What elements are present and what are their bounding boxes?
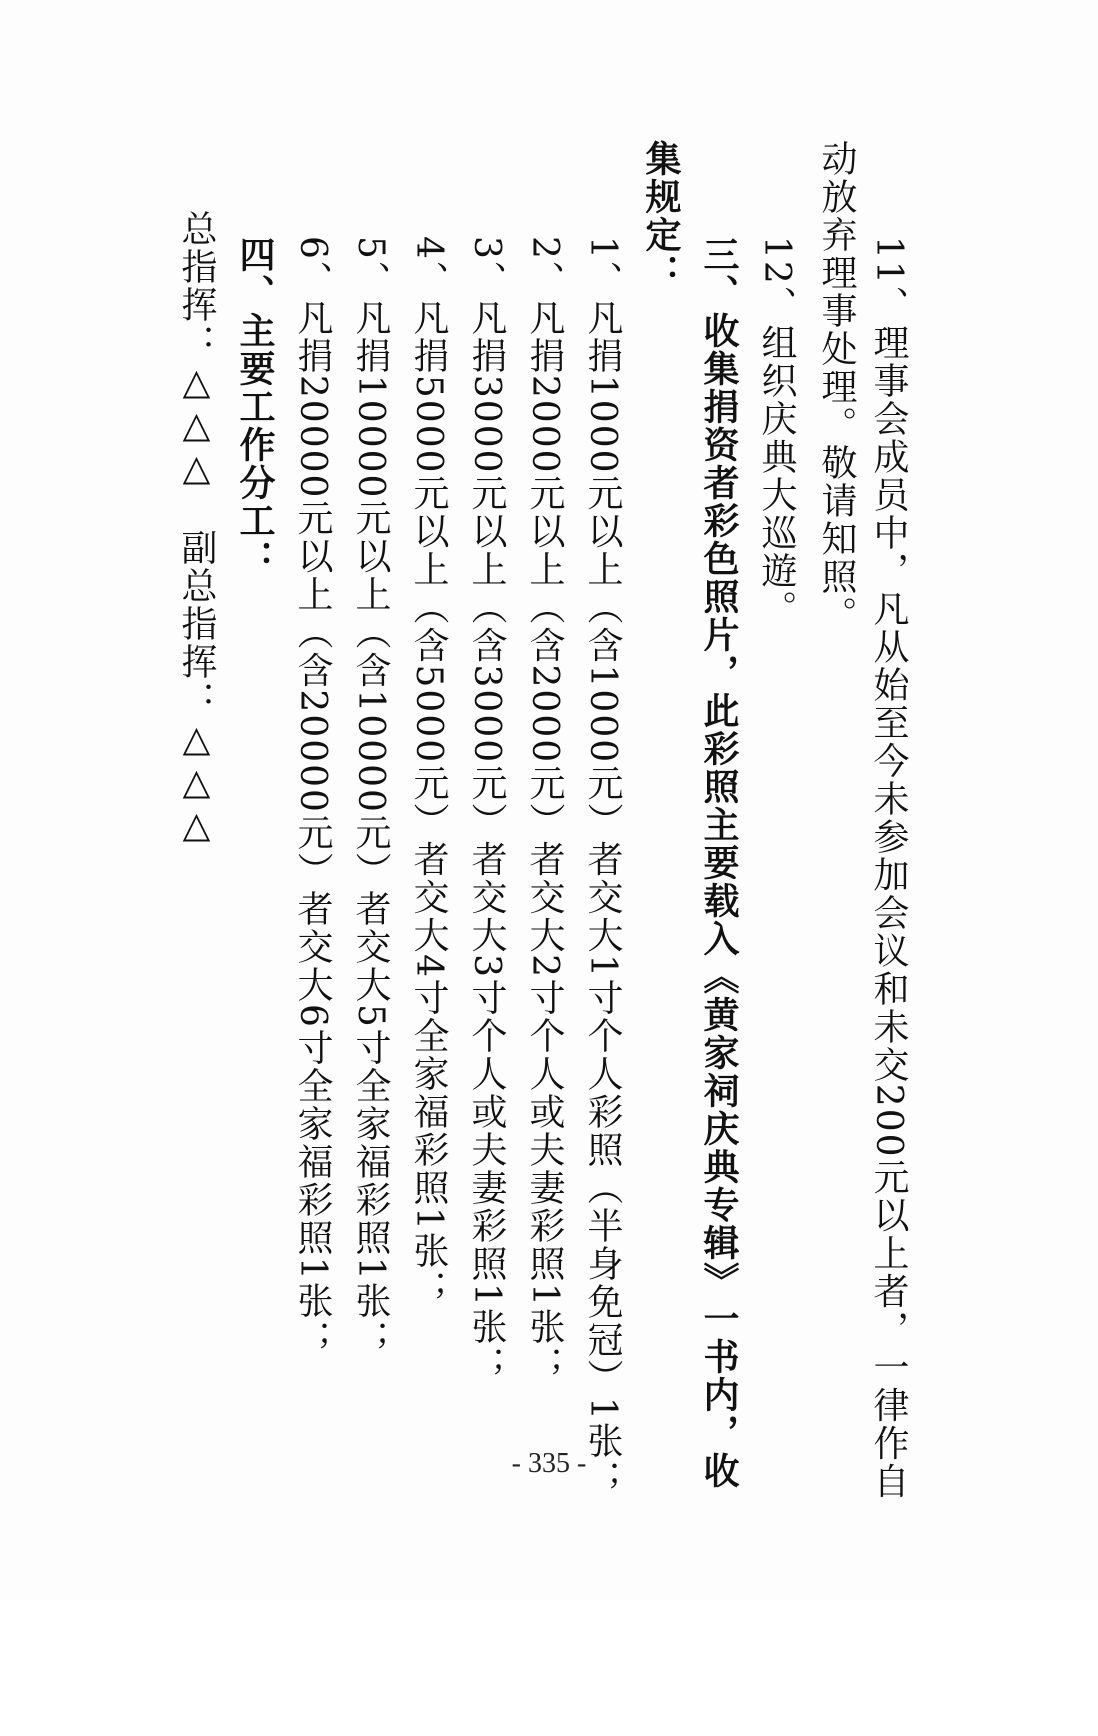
rule-item-1: 1、凡捐1000元以上（含1000元）者交大1寸个人彩照（半身免冠）1张； xyxy=(582,236,623,1498)
section-heading-three: 三、收集捐资者彩色照片，此彩照主要载入《黄家祠庆典专辑》一书内，收 xyxy=(698,236,739,1490)
rule-item-2: 2、凡捐2000元以上（含2000元）者交大2寸个人或夫妻彩照1张； xyxy=(524,236,565,1384)
text-column-item-12: 12、组织庆典大巡遊。 xyxy=(756,236,797,628)
rule-item-4: 4、凡捐5000元以上（含5000元）者交大4寸全家福彩照1张； xyxy=(408,236,449,1308)
rule-item-6: 6、凡捐20000元以上（含20000元）者交大6寸全家福彩照1张； xyxy=(292,236,333,1358)
rule-item-5: 5、凡捐10000元以上（含10000元）者交大5寸全家福彩照1张； xyxy=(350,236,391,1358)
section-heading-four: 四、主要工作分工： xyxy=(234,236,275,578)
text-column-item-11-continued: 动放弃理事处理。敬请知照。 xyxy=(816,140,857,634)
rule-item-3: 3、凡捐3000元以上（含3000元）者交大3寸个人或夫妻彩照1张； xyxy=(466,236,507,1384)
page-number: - 335 - xyxy=(511,1448,587,1479)
section-heading-three-continued: 集规定： xyxy=(640,140,681,292)
text-column-item-11: 11、理事会成员中，凡从始至今未参加会议和未交200元以上者，一律作自 xyxy=(868,236,909,1501)
staff-assignment-line: 总指挥：△△△ 副总指挥：△△△ xyxy=(176,210,217,848)
